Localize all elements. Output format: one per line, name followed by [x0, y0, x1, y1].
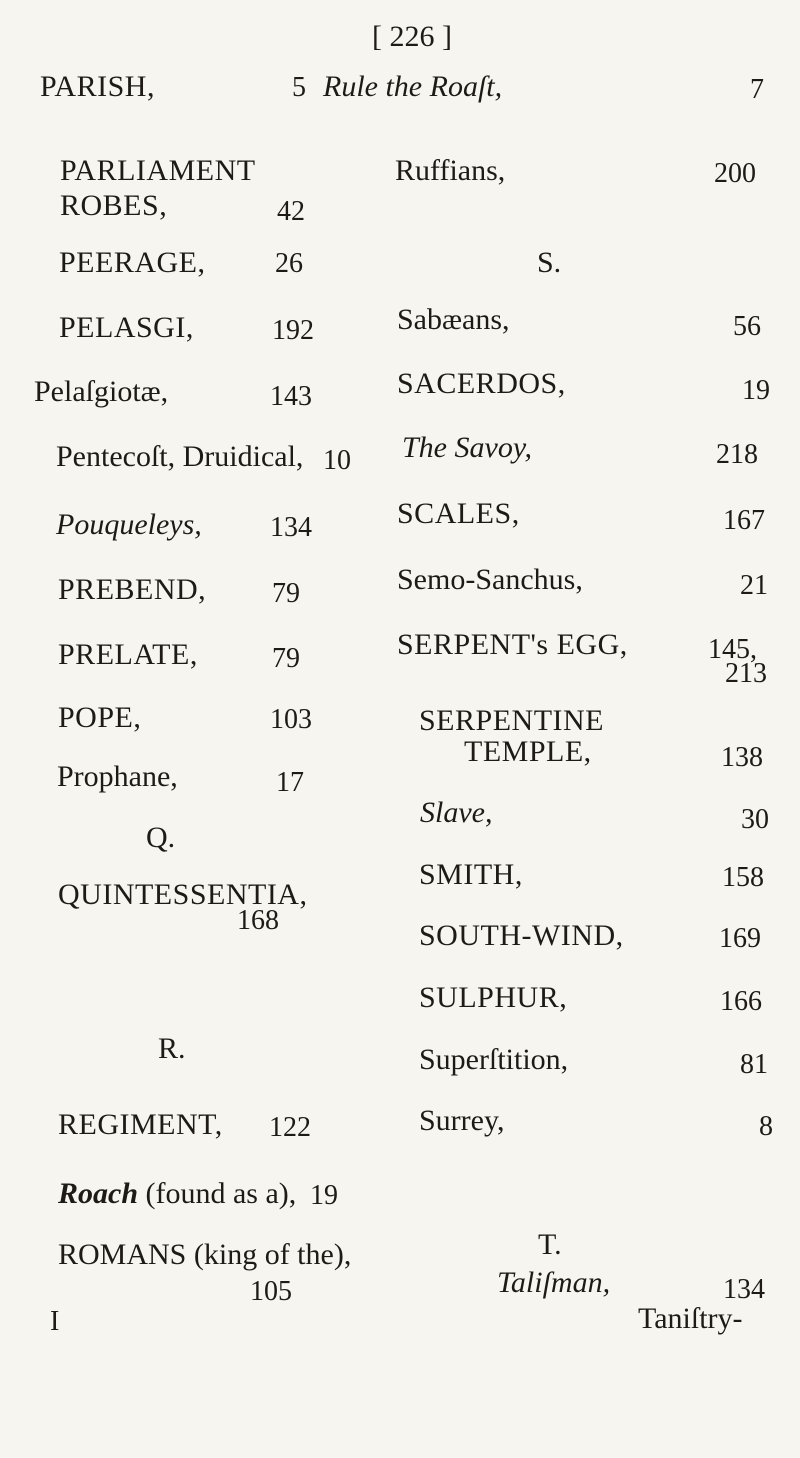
index-entry-term: REGIMENT, — [58, 1108, 223, 1141]
index-entry-term: ROBES, — [60, 189, 168, 222]
index-entry-term: SMITH, — [419, 858, 523, 891]
index-entry-page: 218 — [716, 439, 758, 470]
index-entry-page: 19 — [742, 375, 770, 406]
index-entry-term: SCALES, — [397, 497, 520, 530]
index-entry-page: 213 — [725, 658, 767, 689]
index-entry-term: PARLIAMENT — [60, 154, 256, 187]
header-left-num: 5 — [292, 72, 306, 103]
index-entry-page: 56 — [733, 311, 761, 342]
signature-mark: I — [50, 1306, 60, 1337]
index-entry-term: Pelaſgiotæ, — [34, 375, 169, 408]
index-entry-term: Surrey, — [419, 1104, 505, 1137]
index-entry-page: 79 — [272, 578, 300, 609]
index-entry-page: 81 — [740, 1049, 768, 1080]
index-entry-term: TEMPLE, — [464, 735, 592, 768]
page-number: [ 226 ] — [372, 20, 452, 53]
index-entry-page: 122 — [269, 1112, 311, 1143]
index-entry-term: Slave, — [420, 796, 493, 829]
index-entry-term — [58, 1179, 296, 1209]
index-entry-term: PEERAGE, — [59, 246, 206, 279]
index-entry-term: POPE, — [58, 701, 142, 734]
index-entry-term: ROMANS (king of the), — [58, 1238, 352, 1271]
index-entry-term: Prophane, — [57, 760, 178, 793]
index-entry-term: Sabæans, — [397, 303, 510, 336]
index-entry-page: 8 — [759, 1111, 773, 1142]
index-entry-term-italic: Roach — [58, 1177, 139, 1210]
index-entry-term: Pouqueleys, — [56, 508, 202, 541]
index-entry-term: Taliſman, — [497, 1266, 611, 1299]
header-right-word: Rule the Roaſt, — [323, 70, 503, 103]
index-entry-page: 168 — [237, 905, 279, 936]
index-entry-term: Ruffians, — [395, 154, 506, 187]
index-entry-term: PELASGI, — [59, 311, 194, 344]
header-left-word: PARISH, — [40, 70, 155, 103]
index-entry-page: 192 — [272, 315, 314, 346]
index-entry-page: 134 — [270, 512, 312, 543]
index-entry-page: 17 — [276, 767, 304, 798]
index-entry-term: PREBEND, — [58, 573, 207, 606]
index-entry-page: 19 — [310, 1180, 338, 1211]
index-entry-term: SERPENTINE — [419, 704, 604, 737]
index-entry-page: 169 — [719, 923, 761, 954]
index-entry-page: 21 — [740, 570, 768, 601]
index-entry-term: Pentecoſt, Druidical, — [56, 440, 304, 473]
index-entry-term: QUINTESSENTIA, — [58, 878, 308, 911]
section-letter-s: S. — [537, 246, 562, 279]
index-entry-page: 30 — [741, 804, 769, 835]
index-entry-term: SULPHUR, — [419, 981, 568, 1014]
index-entry-page: 145, — [708, 634, 757, 665]
index-entry-page: 143 — [270, 381, 312, 412]
header-right-num: 7 — [750, 74, 764, 105]
index-entry-term: Semo-Sanchus, — [397, 563, 583, 596]
catchword: Taniſtry- — [638, 1302, 743, 1335]
index-entry-page: 79 — [272, 643, 300, 674]
index-entry-page: 166 — [720, 986, 762, 1017]
index-entry-term: SACERDOS, — [397, 367, 566, 400]
index-entry-page: 158 — [722, 862, 764, 893]
index-entry-page: 138 — [721, 742, 763, 773]
index-entry-term: SOUTH-WIND, — [419, 919, 624, 952]
index-entry-page: 42 — [277, 196, 305, 227]
section-letter-r: R. — [158, 1032, 186, 1065]
index-entry-page: 103 — [270, 704, 312, 735]
index-entry-page: 105 — [250, 1276, 292, 1307]
index-entry-term: Superſtition, — [419, 1043, 569, 1076]
index-entry-term-rest: (found as a), — [145, 1177, 297, 1210]
index-entry-page: 167 — [723, 505, 765, 536]
section-letter-t: T. — [538, 1228, 562, 1261]
index-entry-page: 10 — [323, 445, 351, 476]
index-entry-term: SERPENT's EGG, — [397, 628, 628, 661]
index-entry-term: PRELATE, — [58, 638, 198, 671]
index-entry-term: The Savoy, — [402, 431, 532, 464]
index-entry-page: 134 — [723, 1274, 765, 1305]
index-entry-page: 200 — [714, 158, 756, 189]
index-entry-page: 26 — [275, 248, 303, 279]
section-letter-q: Q. — [146, 821, 176, 854]
